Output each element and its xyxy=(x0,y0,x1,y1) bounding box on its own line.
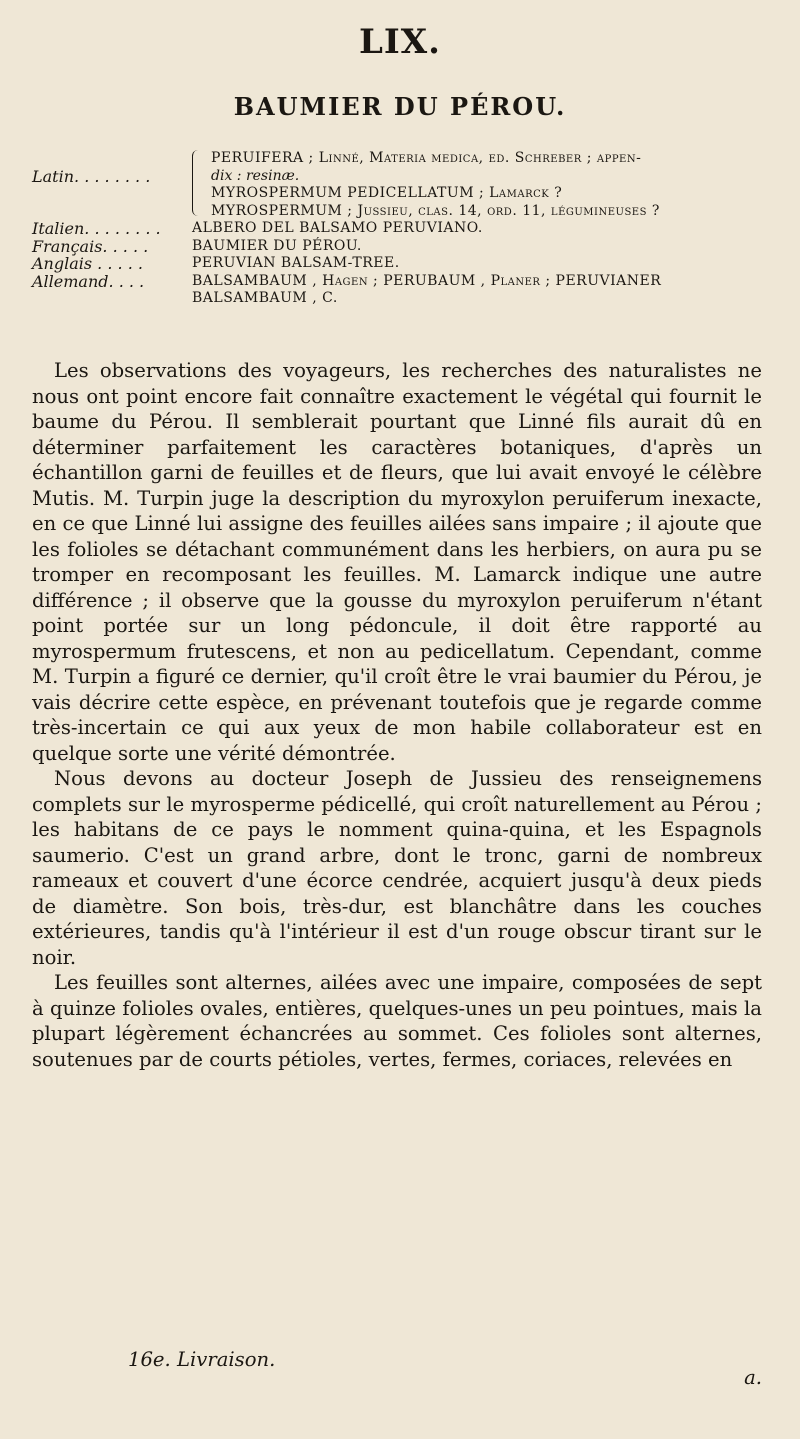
paragraph: Les observations des voyageurs, les recherches des naturalistes ne nous ont point encore fait connaître exactement le végétal qui fournit le baume du Pérou. Il semblerait pourtant que Linné fils aurait dû en déterminer parfaitement les caractères botaniques, d'après un échantillon garni de feuilles et de fleurs, que lui avait envoyé le célèbre Mutis. M. Turpin juge la description du myroxylon peruiferum inexacte, en ce que Linné lui assigne des feuilles ailées sans impaire ; il ajoute que les folioles se détachant communément dans les herbiers, on aura pu se tromper en recomposant les feuilles. M. Lamarck indique une autre différence ; il observe que la gousse du myroxylon peruiferum n'étant point portée sur un long pédoncule, il doit être rapporté au myrospermum frutescens, et non au pedicellatum. Cependant, comme M. Turpin a figuré ce dernier, qu'il croît être le vrai baumier du Pérou, je vais décrire cette espèce, en prévenant toutefois que je regarde comme très-incertain ce qui aux yeux de mon habile collaborateur est en quelque sorte une vérité démontrée. xyxy=(32,359,762,765)
allemand-entries xyxy=(192,273,762,308)
page-number: LIX. xyxy=(358,22,442,62)
signature-mark: a. xyxy=(744,1366,762,1389)
anglais-text: PERUVIAN BALSAM-TREE. xyxy=(192,255,400,271)
synonym-row-francais xyxy=(32,238,762,256)
body-text xyxy=(32,358,762,1072)
francais-label: Français. . . . . xyxy=(32,236,149,256)
synonym-table xyxy=(32,150,762,308)
latin-line: dix : resinæ. xyxy=(211,167,300,184)
paragraph: Nous devons au docteur Joseph de Jussieu des renseignemens complets sur le myrosperme pédicellé, qui croît naturellement au Pérou ; les habitans de ce pays le nomment quina-quina, et les Espagnols saumerio. C'est un grand arbre, dont le tronc, garni de nombreux rameaux et couvert d'une écorce cendrée, acquiert jusqu'à deux pieds de diamètre. Son bois, très-dur, est blanchâtre dans les couches extérieures, tandis qu'à l'intérieur il est d'un rouge obscur tirant sur le noir. xyxy=(32,767,762,969)
anglais-label: Anglais . . . . . xyxy=(32,254,143,273)
synonym-row-italien xyxy=(32,220,762,238)
allemand-line: BALSAMBAUM , C. xyxy=(192,290,338,306)
paragraph: Les feuilles sont alternes, ailées avec une impaire, composées de sept à quinze folioles ovales, entières, quelques-unes un peu pointues, mais la plupart légèrement échancrées au sommet. Ces folioles sont alternes, soutenues par de courts pétioles, vertes, fermes, coriaces, relevées en xyxy=(32,971,762,1071)
page-title: BAUMIER DU PÉROU. xyxy=(233,92,567,121)
page-footer xyxy=(32,1348,762,1389)
italien-label: Italien. . . . . . . . xyxy=(32,219,161,238)
latin-entries xyxy=(211,150,762,220)
latin-line: PERUIFERA ; Linné, Materia medica, ed. Schreber ; appen- xyxy=(211,150,642,166)
brace-mark xyxy=(192,150,207,216)
latin-line: MYROSPERMUM PEDICELLATUM ; Lamarck ? xyxy=(211,185,563,201)
allemand-label: Allemand. . . . xyxy=(32,271,145,291)
synonym-row-anglais xyxy=(32,255,762,273)
synonym-row-allemand xyxy=(32,273,762,308)
francais-text: BAUMIER DU PÉROU. xyxy=(192,237,362,254)
allemand-line: BALSAMBAUM , Hagen ; PERUBAUM , Planer ; PERUVIANER xyxy=(192,272,662,289)
latin-line: MYROSPERMUM ; Jussieu, clas. 14, ord. 11, légumineuses ? xyxy=(211,202,660,219)
synonym-row-latin xyxy=(32,150,762,220)
livraison-mark: 16e. Livraison. xyxy=(128,1348,276,1371)
italien-text: ALBERO DEL BALSAMO PERUVIANO. xyxy=(192,220,483,236)
latin-label: Latin. . . . . . . . xyxy=(32,167,151,186)
